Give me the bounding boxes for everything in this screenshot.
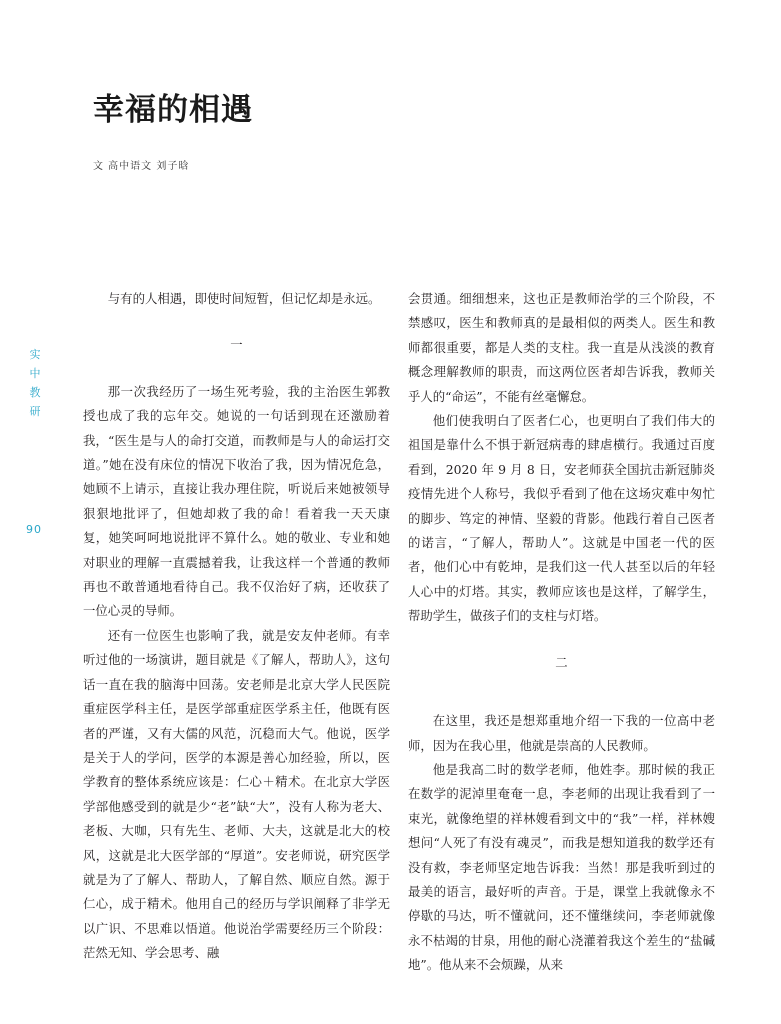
side-label-char: 中: [29, 367, 41, 380]
byline: 文 高中语文 刘子晗: [93, 161, 190, 172]
side-label-char: 实: [29, 348, 41, 361]
section-heading-two: 二: [555, 654, 568, 670]
intro-paragraph: 与有的人相遇，即使时间短暂，但记忆却是永远。: [107, 291, 381, 306]
body-paragraph: 那一次我经历了一场生死考验，我的主治医生郭教授也成了我的忘年交。她说的一句话到现在还激励着我，“医生是与人的命打交道，而教师是与人的命运打交道。”她在没有床位的情况下收治了我，因为情况危急，她顾不上请示，直接让我办理住院，听说后来她被领导狠狠地批评了，但她却救了我的命！看着我一天天康复，她笑呵呵地说批评不算什么。她的敬业、专业和她对职业的理解一直震撼着我，让我这样一个普通的教师再也不敢普通地看待自己。我不仅治好了病，还收获了一位心灵的导师。: [83, 383, 390, 619]
side-label-char: 研: [29, 405, 41, 418]
body-paragraph: 在这里，我还是想郑重地介绍一下我的一位高中老师，因为在我心里，他就是崇高的人民教师。: [408, 713, 715, 753]
section-side-label: [27, 345, 43, 421]
right-column: [408, 287, 715, 978]
body-paragraph: 他们使我明白了医者仁心，也更明白了我们伟大的祖国是靠什么不惧于新冠病毒的肆虐横行。我通过百度看到，2020 年 9 月 8 日，安老师获全国抗击新冠肺炎疫情先进个人称号，我似乎看到了他在这场灾难中匆忙的脚步、笃定的神情、坚毅的背影。他践行着自己医者的诺言，“了解人，帮助人”。这就是中国老一代的医者，他们心中有乾坤，是我们这一代人甚至以后的年轻人心中的灯塔。其实，教师应该也是这样，了解学生，帮助学生，做孩子们的支柱与灯塔。: [408, 413, 715, 624]
body-paragraph: 还有一位医生也影响了我，就是安友仲老师。有幸听过他的一场演讲，题目就是《了解人，帮助人》，这句话一直在我的脑海中回荡。安老师是北京大学人民医院重症医学科主任，是医学部重症医学系主任，他既有医者的严谨，又有大儒的风范，沉稳而大气。他说，医学是关于人的学问，医学的本源是善心加经验，所以，医学教育的整体系统应该是：仁心＋精术。在北京大学医学部他感受到的就是少“老”缺“大”，没有人称为老大、老板、大咖，只有先生、老师、大夫，这就是北大的校风，这就是北大医学部的“厚道”。安老师说，研究医学就是为了了解人、帮助人，了解自然、顺应自然。源于仁心，成于精术。他用自己的经历与学识阐释了非学无以广识、不思难以悟道。他说治学需要经历三个阶段：茫然无知、学会思考、融: [83, 627, 390, 961]
section-heading-one: 一: [230, 337, 243, 353]
body-paragraph: 他是我高二时的数学老师，他姓李。那时候的我正在数学的泥淖里奄奄一息，李老师的出现让我看到了一束光，就像绝望的祥林嫂看到文中的“我”一样，祥林嫂想问“人死了有没有魂灵”，而我是想知道我的数学还有没有救，李老师坚定地告诉我：当然！那是我听到过的最美的语言，最好听的声音。于是，课堂上我就像永不停歇的马达，听不懂就问，还不懂继续问，李老师就像永不枯竭的甘泉，用他的耐心浇灌着我这个差生的“盐碱地”。他从来不会烦躁，从来: [408, 761, 715, 973]
side-label-char: 教: [29, 386, 41, 399]
page-number: 90: [26, 523, 42, 536]
left-column: [83, 287, 390, 966]
body-paragraph-continued: 会贯通。细细想来，这也正是教师治学的三个阶段，不禁感叹，医生和教师真的是最相似的两类人。医生和教师都很重要，都是人类的支柱。我一直是从浅淡的教育概念理解教师的职责，而这两位医者却告诉我，教师关乎人的“命运”，不能有丝毫懈怠。: [408, 291, 715, 404]
article-title: 幸福的相遇: [93, 92, 253, 128]
